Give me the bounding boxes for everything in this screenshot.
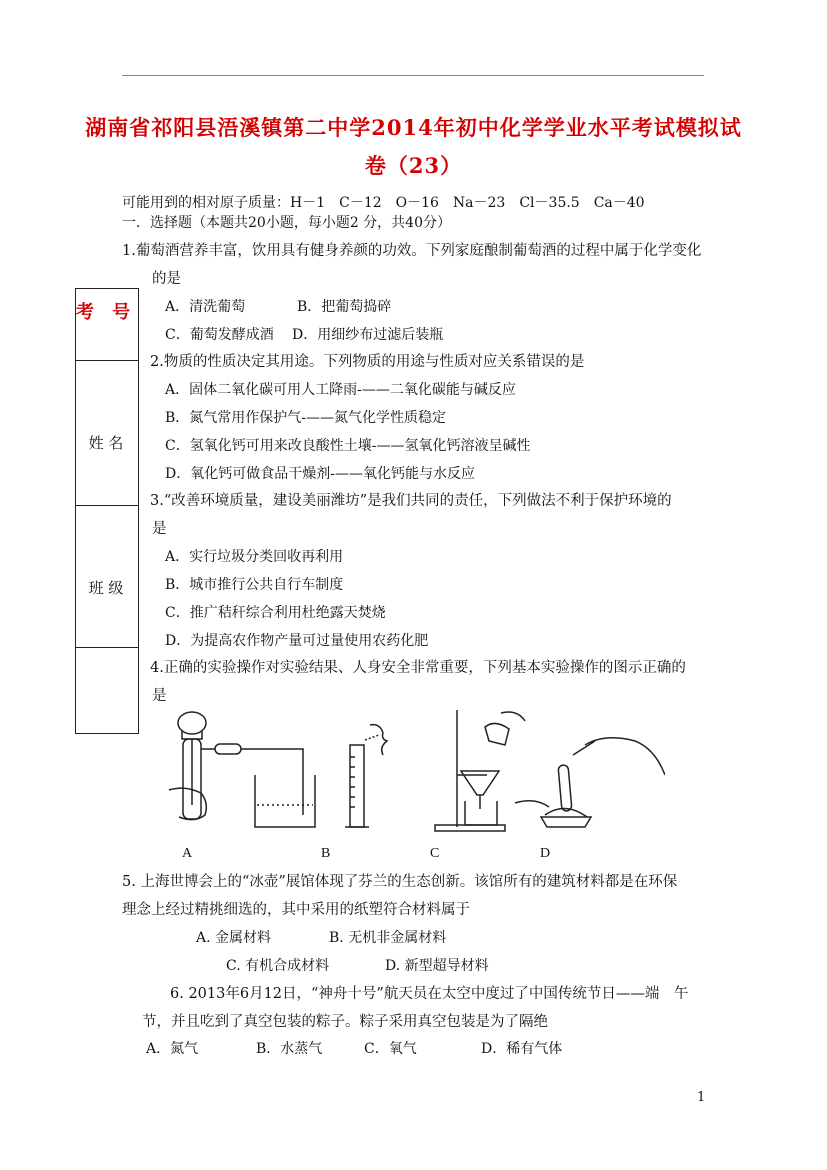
name-label: 姓 名 [88,434,124,452]
q5-stem-1: 5. 上海世博会上的“冰壶”展馆体现了芬兰的生态创新。该馆所有的建筑材料都是在环保 [122,874,678,890]
q6-stem-2: 节，并且吃到了真空包装的粽子。粽子采用真空包装是为了隔绝 [142,1014,548,1030]
q1-stem-2: 的是 [152,271,181,287]
q3-option-a: A．实行垃圾分类回收再利用 [165,549,344,565]
figure-a-apparatus [169,712,315,827]
q4-stem-2: 是 [152,688,167,704]
q6-option-b: B．水蒸气 [256,1041,323,1057]
figure-label-a: A [182,846,193,861]
q5-option-c: C. 有机合成材料 [226,958,330,974]
q1-option-c: C．葡萄发酵成酒 [165,327,274,343]
figure-label-c: C [430,846,440,861]
atomic-masses: 可能用到的相对原子质量：H－1 C－12 O－16 Na－23 Cl－35.5 Ca－40 [122,195,645,211]
q2-option-a: A．固体二氧化碳可用人工降雨-——二氧化碳能与碱反应 [165,382,516,398]
q6-stem-1: 6. 2013年6月12日，“神舟十号”航天员在太空中度过了中国传统节日——端 午 [170,986,689,1002]
q2-option-d: D．氧化钙可做食品干燥剂-——氧化钙能与水反应 [165,466,475,482]
q3-stem-1: 3.“改善环境质量，建设美丽潍坊”是我们共同的责任，下列做法不利于保护环境的 [150,493,672,509]
title-line-1: 湖南省祁阳县浯溪镇第二中学2014年初中化学学业水平考试模拟试 [85,115,742,140]
figure-c-filtration [435,710,525,831]
lab-operations-figure [165,705,665,835]
q5-stem-2: 理念上经过精挑细选的，其中采用的纸塑符合材料属于 [122,902,470,918]
q6-option-c: C．氧气 [364,1041,417,1057]
q5-option-a: A. 金属材料 [196,930,272,946]
figure-b-cylinder [345,725,387,827]
q1-stem-1: 1.葡萄酒营养丰富，饮用具有健身养颜的功效。下列家庭酿制葡萄酒的过程中属于化学变化 [122,243,702,259]
q1-option-b: B．把葡萄捣碎 [297,299,392,315]
q5-option-b: B. 无机非金属材料 [329,930,447,946]
q2-option-b: B．氮气常用作保护气-——氮气化学性质稳定 [165,410,447,426]
q4-stem-1: 4.正确的实验操作对实验结果、人身安全非常重要，下列基本实验操作的图示正确的 [150,660,686,676]
q6-option-a: A．氮气 [146,1041,199,1057]
q2-stem: 2.物质的性质决定其用途。下列物质的用途与性质对应关系错误的是 [150,354,585,370]
page-number: 1 [697,1090,706,1105]
q6-option-d: D．稀有气体 [481,1041,563,1057]
class-label: 班 级 [88,579,124,597]
q3-option-b: B．城市推行公共自行车制度 [165,577,344,593]
exam-number-label: 考 号 [75,302,137,323]
figure-label-d: D [540,846,551,861]
q3-option-c: C．推广秸秆综合利用杜绝露天焚烧 [165,605,386,621]
figure-label-b: B [321,846,331,861]
q1-option-d: D．用细纱布过滤后装瓶 [292,327,444,343]
title-line-2: 卷（23） [364,153,463,178]
section-heading: 一．选择题（本题共20小题，每小题2 分，共40分） [122,215,451,231]
q5-option-d: D. 新型超导材料 [385,958,489,974]
figure-d-heating [515,738,665,827]
q2-option-c: C．氢氧化钙可用来改良酸性土壤-——氢氧化钙溶液呈碱性 [165,438,531,454]
header-rule [122,75,704,76]
q1-option-a: A．清洗葡萄 [165,299,246,315]
q3-stem-2: 是 [152,521,167,537]
q3-option-d: D．为提高农作物产量可过量使用农药化肥 [165,633,429,649]
student-info-box [75,288,139,734]
